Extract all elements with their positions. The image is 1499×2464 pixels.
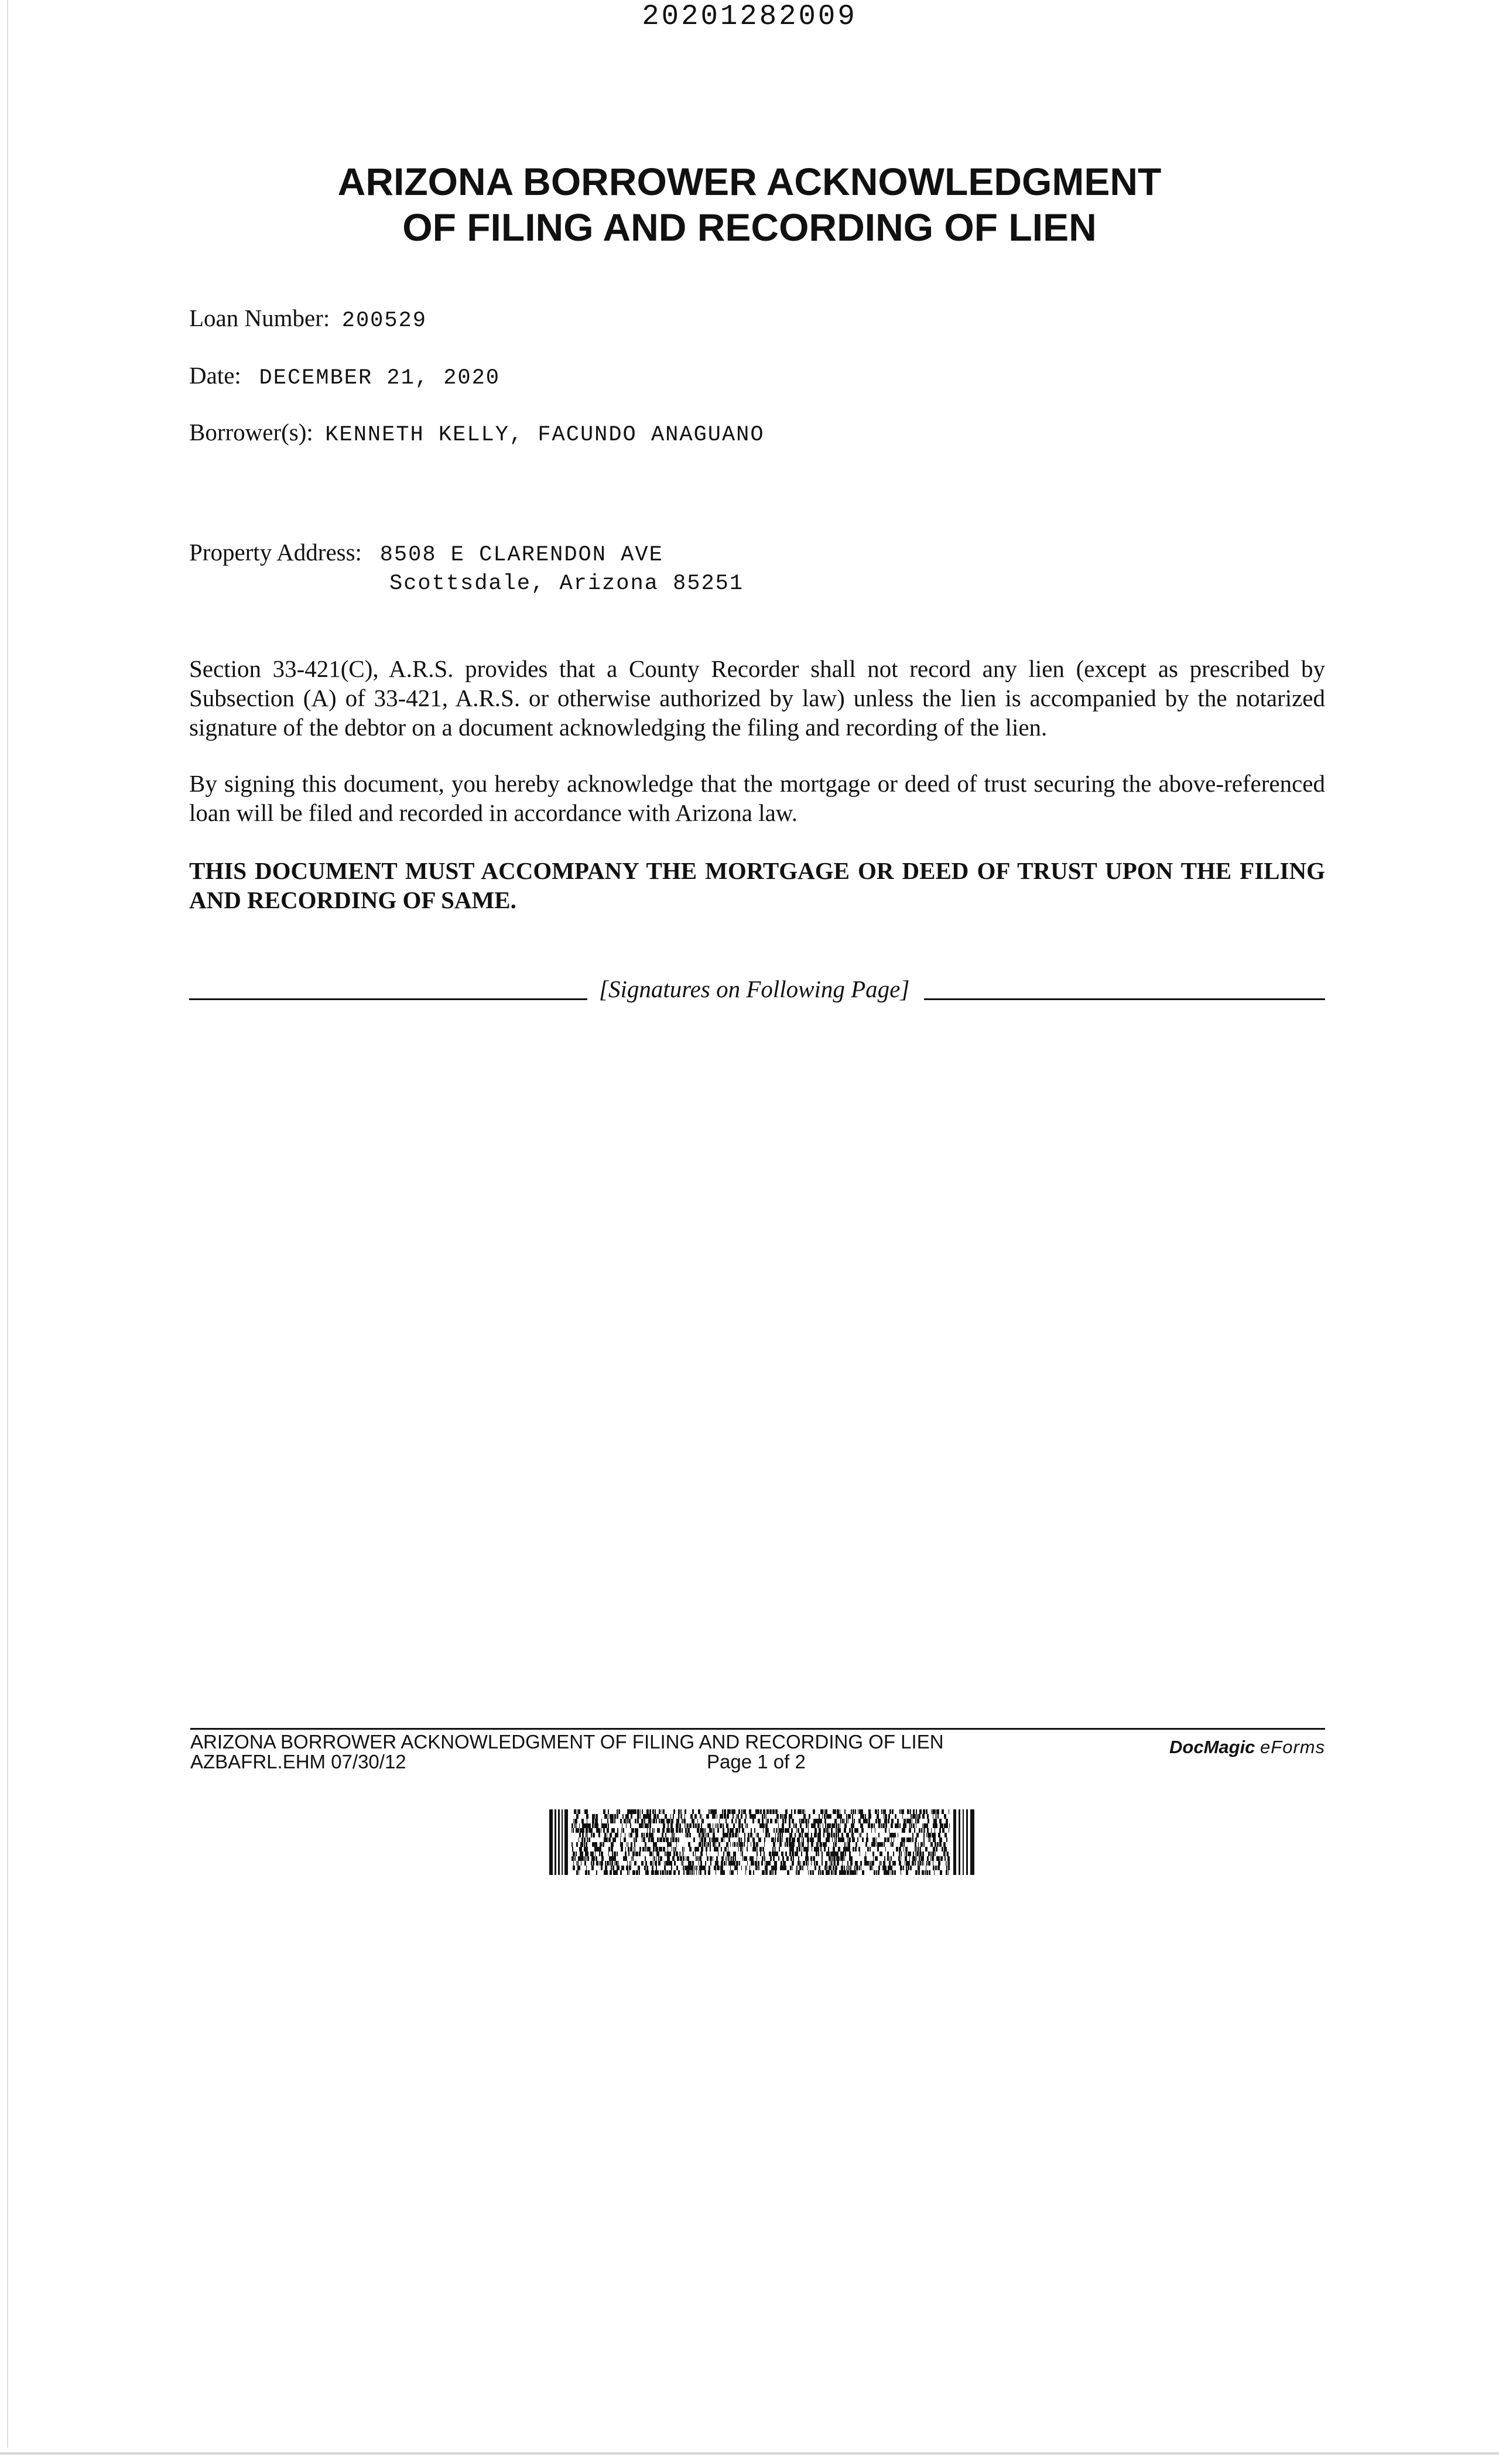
acknowledgment-paragraph: By signing this document, you hereby acknowledge that the mortgage or deed of trust securing the above-referenced loan will be filed and recorded in accordance with Arizona law. [189,770,1325,826]
instruction-paragraph: THIS DOCUMENT MUST ACCOMPANY THE MORTGAGE OR DEED OF TRUST UPON THE FILING AND RECORDING OF SAME. [189,857,1325,913]
pdf417-barcode [549,1809,974,1875]
document-title-line-1: ARIZONA BORROWER ACKNOWLEDGMENT [337,160,1162,203]
property-address-line-2: Scottsdale, Arizona 85251 [389,571,744,596]
signature-note: [Signatures on Following Page] [599,976,910,1002]
date-field [189,361,500,393]
docmagic-logo-eforms: eForms [1260,1737,1326,1757]
date-value: DECEMBER 21, 2020 [259,366,501,391]
docmagic-logo [1169,1737,1325,1758]
signature-rule-right [924,998,1325,1000]
document-title-line-2: OF FILING AND RECORDING OF LIEN [402,206,1097,249]
footer-form-code: AZBAFRL.EHM 07/30/12 [190,1751,406,1772]
property-address-field [189,538,663,570]
loan-number-field [189,303,427,336]
statute-paragraph: Section 33-421(C), A.R.S. provides that a County Recorder shall not record any lien (except as prescribed by Subsection (A) of 33-421, A.R.S. or otherwise authorized by law) unless the lien is accompanied by the notarized signature of the debtor on a document acknowledging the filing and recording of the lien. [189,655,1325,741]
footer-form-title: ARIZONA BORROWER ACKNOWLEDGMENT OF FILING AND RECORDING OF LIEN [190,1731,944,1753]
signature-rule-left [189,998,587,1000]
scan-edge-bottom [0,2452,1499,2455]
borrowers-value: KENNETH KELLY, FACUNDO ANAGUANO [325,423,765,447]
signature-note-line [189,975,1325,1008]
borrowers-field [189,417,765,450]
loan-number-value: 200529 [341,309,427,333]
docmagic-logo-main: DocMagic [1169,1737,1255,1757]
property-address-line-2-wrap [389,566,744,598]
loan-number-label: Loan Number: [189,304,330,331]
footer-divider [190,1728,1325,1730]
footer-page-number: Page 1 of 2 [707,1751,806,1772]
date-label: Date: [189,362,241,389]
borrowers-label: Borrower(s): [189,419,313,446]
scan-edge-left [7,0,8,2448]
property-address-label: Property Address: [189,539,362,566]
property-address-line-1: 8508 E CLARENDON AVE [379,543,663,567]
recording-number: 20201282009 [642,0,857,33]
